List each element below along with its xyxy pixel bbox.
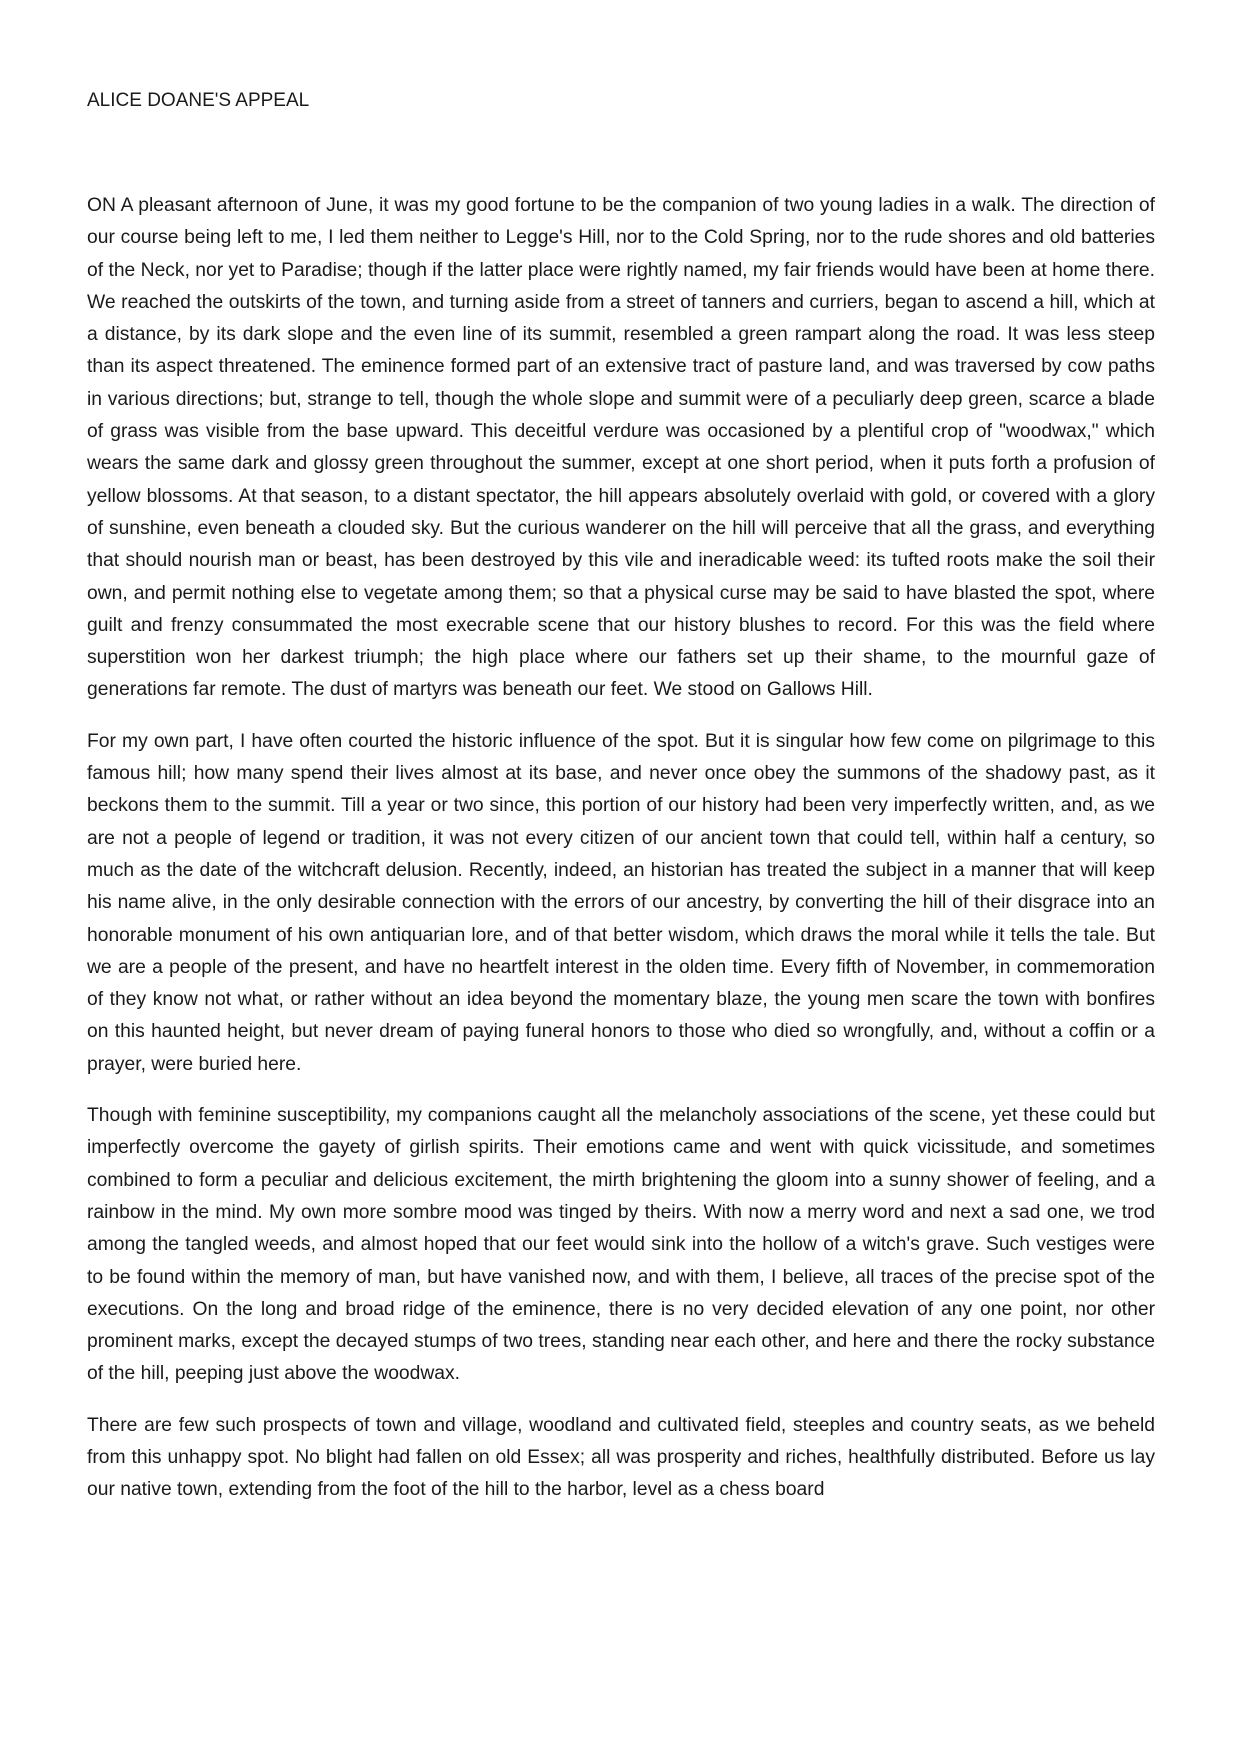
paragraph-2: For my own part, I have often courted the historic influence of the spot. But it is singular how few come on pilgrimage to this famous hill; how many spend their lives almost at its base, and never once obey the summons of the shadowy past, as it beckons them to the summit. Till a year or two since, this portion of our history had been very imperfectly written, and, as we are not a people of legend or tradition, it was not every citizen of our ancient town that could tell, within half a century, so much as the date of the witchcraft delusion. Recently, indeed, an historian has treated the subject in a manner that will keep his name alive, in the only desirable connection with the errors of our ancestry, by converting the hill of their disgrace into an honorable monument of his own antiquarian lore, and of that better wisdom, which draws the moral while it tells the tale. But we are a people of the present, and have no heartfelt interest in the olden time. Every fifth of November, in commemoration of they know not what, or rather without an idea beyond the momentary blaze, the young men scare the town with bonfires on this haunted height, but never dream of paying funeral honors to those who died so wrongfully, and, without a coffin or a prayer, were buried here.	[87, 730, 1155, 1075]
paragraph-1: ON A pleasant afternoon of June, it was my good fortune to be the companion of two young ladies in a walk. The direction of our course being left to me, I led them neither to Legge's Hill, nor to the Cold Spring, nor to the rude shores and old batteries of the Neck, nor yet to Paradise; though if the latter place were rightly named, my fair friends would have been at home there. We reached the outskirts of the town, and turning aside from a street of tanners and curriers, began to ascend a hill, which at a distance, by its dark slope and the even line of its summit, resembled a green rampart along the road. It was less steep than its aspect threatened. The eminence formed part of an extensive tract of pasture land, and was traversed by cow paths in various directions; but, strange to tell, though the whole slope and summit were of a peculiarly deep green, scarce a blade of grass was visible from the base upward. This deceitful verdure was occasioned by a plentiful crop of "woodwax," which wears the same dark and glossy green throughout the summer, except at one short period, when it puts forth a profusion of yellow blossoms. At that season, to a distant spectator, the hill appears absolutely overlaid with gold, or covered with a glory of sunshine, even beneath a clouded sky. But the curious wanderer on the hill will perceive that all the grass, and everything that should nourish man or beast, has been destroyed by this vile and ineradicable weed: its tufted roots make the soil their own, and permit nothing else to vegetate among them; so that a physical curse may be said to have blasted the spot, where guilt and frenzy consummated the most execrable scene that our history blushes to record. For this was the field where superstition won her darkest triumph; the high place where our fathers set up their shame, to the mournful gaze of generations far remote. The dust of martyrs was beneath our feet. We stood on Gallows Hill.	[87, 195, 1155, 701]
document-title: ALICE DOANE'S APPEAL	[87, 90, 310, 111]
paragraph-4: There are few such prospects of town and village, woodland and cultivated field, steeples and country seats, as we beheld from this unhappy spot. No blight had fallen on old Essex; all was prosperity and riches, healthfully distributed. Before us lay our native town, extending from the foot of the hill to the harbor, level as a chess board	[87, 1414, 1155, 1501]
document-body	[87, 190, 1155, 1526]
paragraph-3: Though with feminine susceptibility, my companions caught all the melancholy associations of the scene, yet these could but imperfectly overcome the gayety of girlish spirits. Their emotions came and went with quick vicissitude, and sometimes combined to form a peculiar and delicious excitement, the mirth brightening the gloom into a sunny shower of feeling, and a rainbow in the mind. My own more sombre mood was tinged by theirs. With now a merry word and next a sad one, we trod among the tangled weeds, and almost hoped that our feet would sink into the hollow of a witch's grave. Such vestiges were to be found within the memory of man, but have vanished now, and with them, I believe, all traces of the precise spot of the executions. On the long and broad ridge of the eminence, there is no very decided elevation of any one point, nor other prominent marks, except the decayed stumps of two trees, standing near each other, and here and there the rocky substance of the hill, peeping just above the woodwax.	[87, 1105, 1155, 1385]
